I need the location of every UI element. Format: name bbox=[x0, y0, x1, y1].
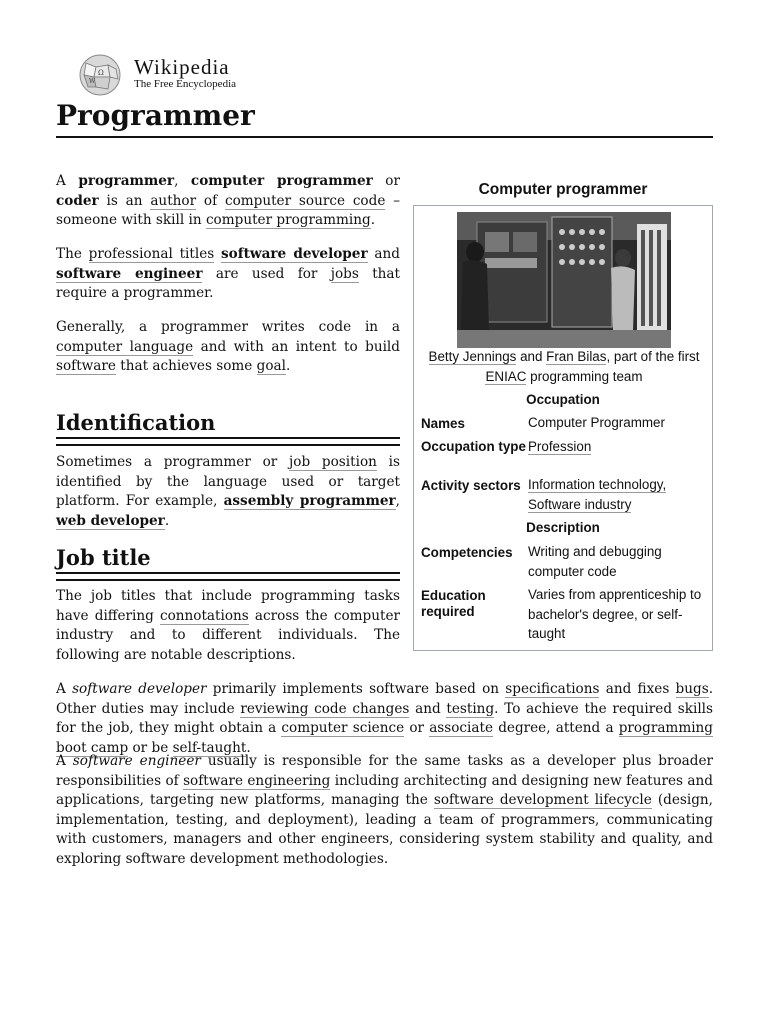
link-software-industry[interactable]: Software industry bbox=[528, 496, 632, 512]
link-software-development-lifecycle[interactable]: software development lifecycle bbox=[433, 792, 652, 809]
link-eniac[interactable]: ENIAC bbox=[485, 368, 527, 384]
infobox-value-activity-sectors bbox=[528, 475, 710, 514]
link-reviewing-code-changes[interactable]: reviewing code changes bbox=[240, 700, 410, 717]
link-computer-programming[interactable]: computer programming bbox=[205, 212, 371, 229]
heading-identification: Identification bbox=[56, 409, 400, 440]
wordmark-text: Wikipedia bbox=[134, 55, 230, 79]
identification-paragraph: Sometimes a programmer or job position is identified by the language used or target platform. For example, assembly programmer, web developer. bbox=[56, 454, 400, 529]
link-computer-science[interactable]: computer science bbox=[281, 720, 405, 737]
intro-paragraph-2: The professional titles software developer and software engineer are used for jobs that require a programmer. bbox=[56, 246, 400, 302]
infobox-value-competencies: Writing and debugging computer code bbox=[528, 544, 662, 579]
svg-text:W: W bbox=[89, 78, 96, 85]
link-programming-boot-camp[interactable]: programming boot camp bbox=[56, 720, 714, 756]
infobox-label-names: Names bbox=[421, 416, 465, 431]
wikipedia-wordmark[interactable] bbox=[134, 56, 236, 91]
link-software[interactable]: software bbox=[56, 358, 116, 375]
infobox-label-activity-sectors: Activity sectors bbox=[421, 478, 521, 493]
link-betty-jennings[interactable]: Betty Jennings bbox=[428, 349, 517, 364]
link-fran-bilas[interactable]: Fran Bilas bbox=[546, 349, 607, 364]
link-software-engineering[interactable]: software engineering bbox=[183, 772, 331, 789]
link-software-developer[interactable]: software developer bbox=[221, 246, 368, 262]
infobox bbox=[413, 205, 713, 651]
link-profession[interactable]: Profession bbox=[528, 439, 592, 454]
infobox-header-occupation: Occupation bbox=[526, 392, 600, 407]
intro-paragraph-3: Generally, a programmer writes code in a computer language and with an intent to build software that achieves some goal. bbox=[56, 319, 400, 375]
link-job-position[interactable]: job position bbox=[289, 454, 377, 470]
link-author[interactable]: author bbox=[150, 192, 197, 209]
link-information-technology[interactable]: Information technology, bbox=[528, 477, 667, 492]
job-title-paragraph-3: A software engineer usually is responsible for the same tasks as a developer plus broader responsibilities of software engineering including architecting and designing new features and applications, targeting new platforms, managing the software development lifecycle (design, implementation, testing, and deployment), leading a team of programmers, communicating with customers, managers and other engineers, considering system stability and quality, and exploring software development methodologies. bbox=[56, 753, 713, 867]
wikipedia-globe-icon[interactable] bbox=[74, 53, 126, 97]
infobox-value-occupation-type bbox=[528, 437, 710, 457]
link-self-taught[interactable]: self-taught bbox=[172, 739, 247, 756]
link-web-developer[interactable]: web developer bbox=[56, 512, 165, 529]
link-jobs[interactable]: jobs bbox=[330, 265, 359, 282]
infobox-label-competencies: Competencies bbox=[421, 545, 513, 560]
infobox-value-names: Computer Programmer bbox=[528, 415, 665, 430]
svg-text:Ω: Ω bbox=[98, 69, 104, 77]
infobox-label-education: Education required bbox=[421, 588, 486, 619]
link-computer-language[interactable]: computer language bbox=[56, 338, 194, 355]
link-connotations[interactable]: connotations bbox=[159, 607, 249, 624]
link-bugs[interactable]: bugs bbox=[675, 681, 709, 697]
link-specifications[interactable]: specifications bbox=[505, 681, 600, 697]
intro-paragraph-1: A programmer, computer programmer or coder is an author of computer source code – someone with skill in computer programming. bbox=[56, 173, 400, 229]
page-title: Programmer bbox=[56, 98, 713, 138]
link-associate[interactable]: associate bbox=[429, 720, 494, 737]
infobox-label-occupation-type: Occupation type bbox=[421, 439, 526, 454]
job-title-paragraph-1: The job titles that include programming tasks have differing connotations across the computer industry and to different individuals. The following are notable descriptions. bbox=[56, 588, 401, 663]
infobox-caption: Betty Jennings and Fran Bilas, part of the first ENIAC programming team bbox=[428, 349, 700, 384]
link-assembly-programmer[interactable]: assembly programmer bbox=[223, 493, 396, 510]
wordmark-tagline: The Free Encyclopedia bbox=[134, 78, 237, 90]
link-software-engineer[interactable]: software engineer bbox=[56, 265, 203, 282]
link-testing[interactable]: testing bbox=[446, 700, 495, 717]
infobox-title: Computer programmer bbox=[478, 181, 648, 198]
link-goal[interactable]: goal bbox=[256, 358, 287, 375]
infobox-value-education: Varies from apprenticeship to bachelor's degree, or self-taught bbox=[528, 587, 702, 641]
job-title-paragraph-2: A software developer primarily implements software based on specifications and fixes bugs. Other duties may include reviewing code changes and testing. To achieve the required skills for the job, they might obtain a computer science or associate degree, attend a programming boot camp or be self-taught. bbox=[56, 681, 714, 756]
link-professional-titles[interactable]: professional titles bbox=[88, 246, 215, 262]
eniac-photo[interactable] bbox=[457, 212, 671, 348]
link-computer-source-code[interactable]: computer source code bbox=[224, 192, 386, 209]
infobox-header-description: Description bbox=[526, 520, 600, 535]
heading-job-title: Job title bbox=[56, 544, 400, 575]
